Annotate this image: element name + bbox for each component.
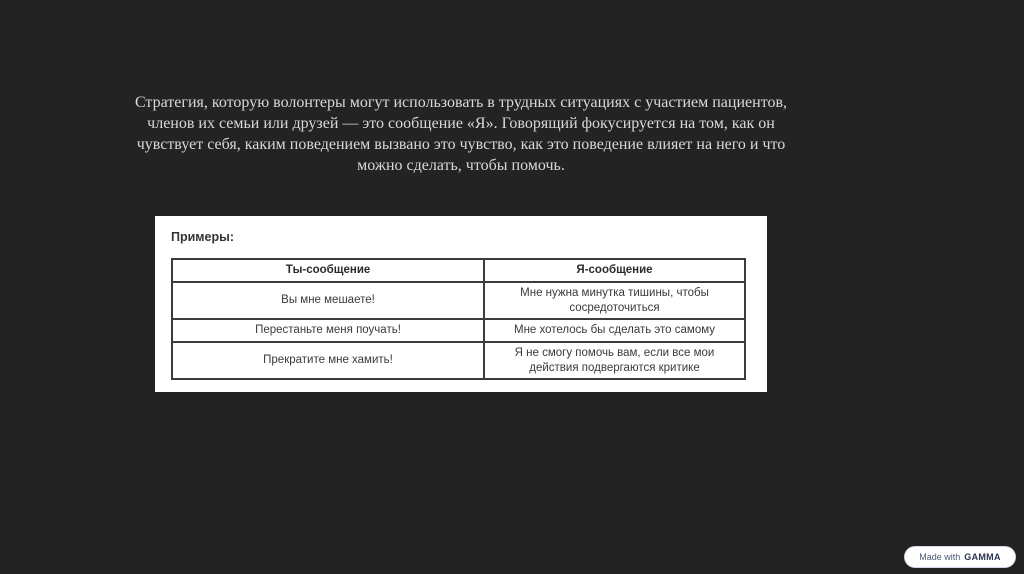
i-message-cell: Я не смогу помочь вам, если все мои действия подвергаются критике bbox=[484, 342, 745, 379]
you-message-cell: Перестаньте меня поучать! bbox=[172, 319, 484, 342]
you-message-cell: Прекратите мне хамить! bbox=[172, 342, 484, 379]
header-i-message: Я-сообщение bbox=[484, 259, 745, 282]
table-row bbox=[172, 282, 745, 319]
badge-prefix: Made with bbox=[919, 552, 961, 562]
header-you-message: Ты-сообщение bbox=[172, 259, 484, 282]
examples-table bbox=[171, 258, 746, 380]
made-with-gamma-badge[interactable] bbox=[904, 546, 1016, 568]
table-row bbox=[172, 319, 745, 342]
table-header-row bbox=[172, 259, 745, 282]
examples-card bbox=[155, 216, 767, 392]
i-message-cell: Мне нужна минутка тишины, чтобы сосредоточиться bbox=[484, 282, 745, 319]
examples-title: Примеры: bbox=[171, 230, 234, 244]
intro-paragraph: Стратегия, которую волонтеры могут использовать в трудных ситуациях с участием пациентов, членов их семьи или друзей — это сообщение «Я». Говорящий фокусируется на том, как он чувствует себя, каким поведением вызвано это чувство, как это поведение влияет на него и что можно сделать, чтобы помочь. bbox=[134, 94, 788, 174]
table-row bbox=[172, 342, 745, 379]
badge-brand: GAMMA bbox=[964, 552, 1001, 562]
i-message-cell: Мне хотелось бы сделать это самому bbox=[484, 319, 745, 342]
you-message-cell: Вы мне мешаете! bbox=[172, 282, 484, 319]
